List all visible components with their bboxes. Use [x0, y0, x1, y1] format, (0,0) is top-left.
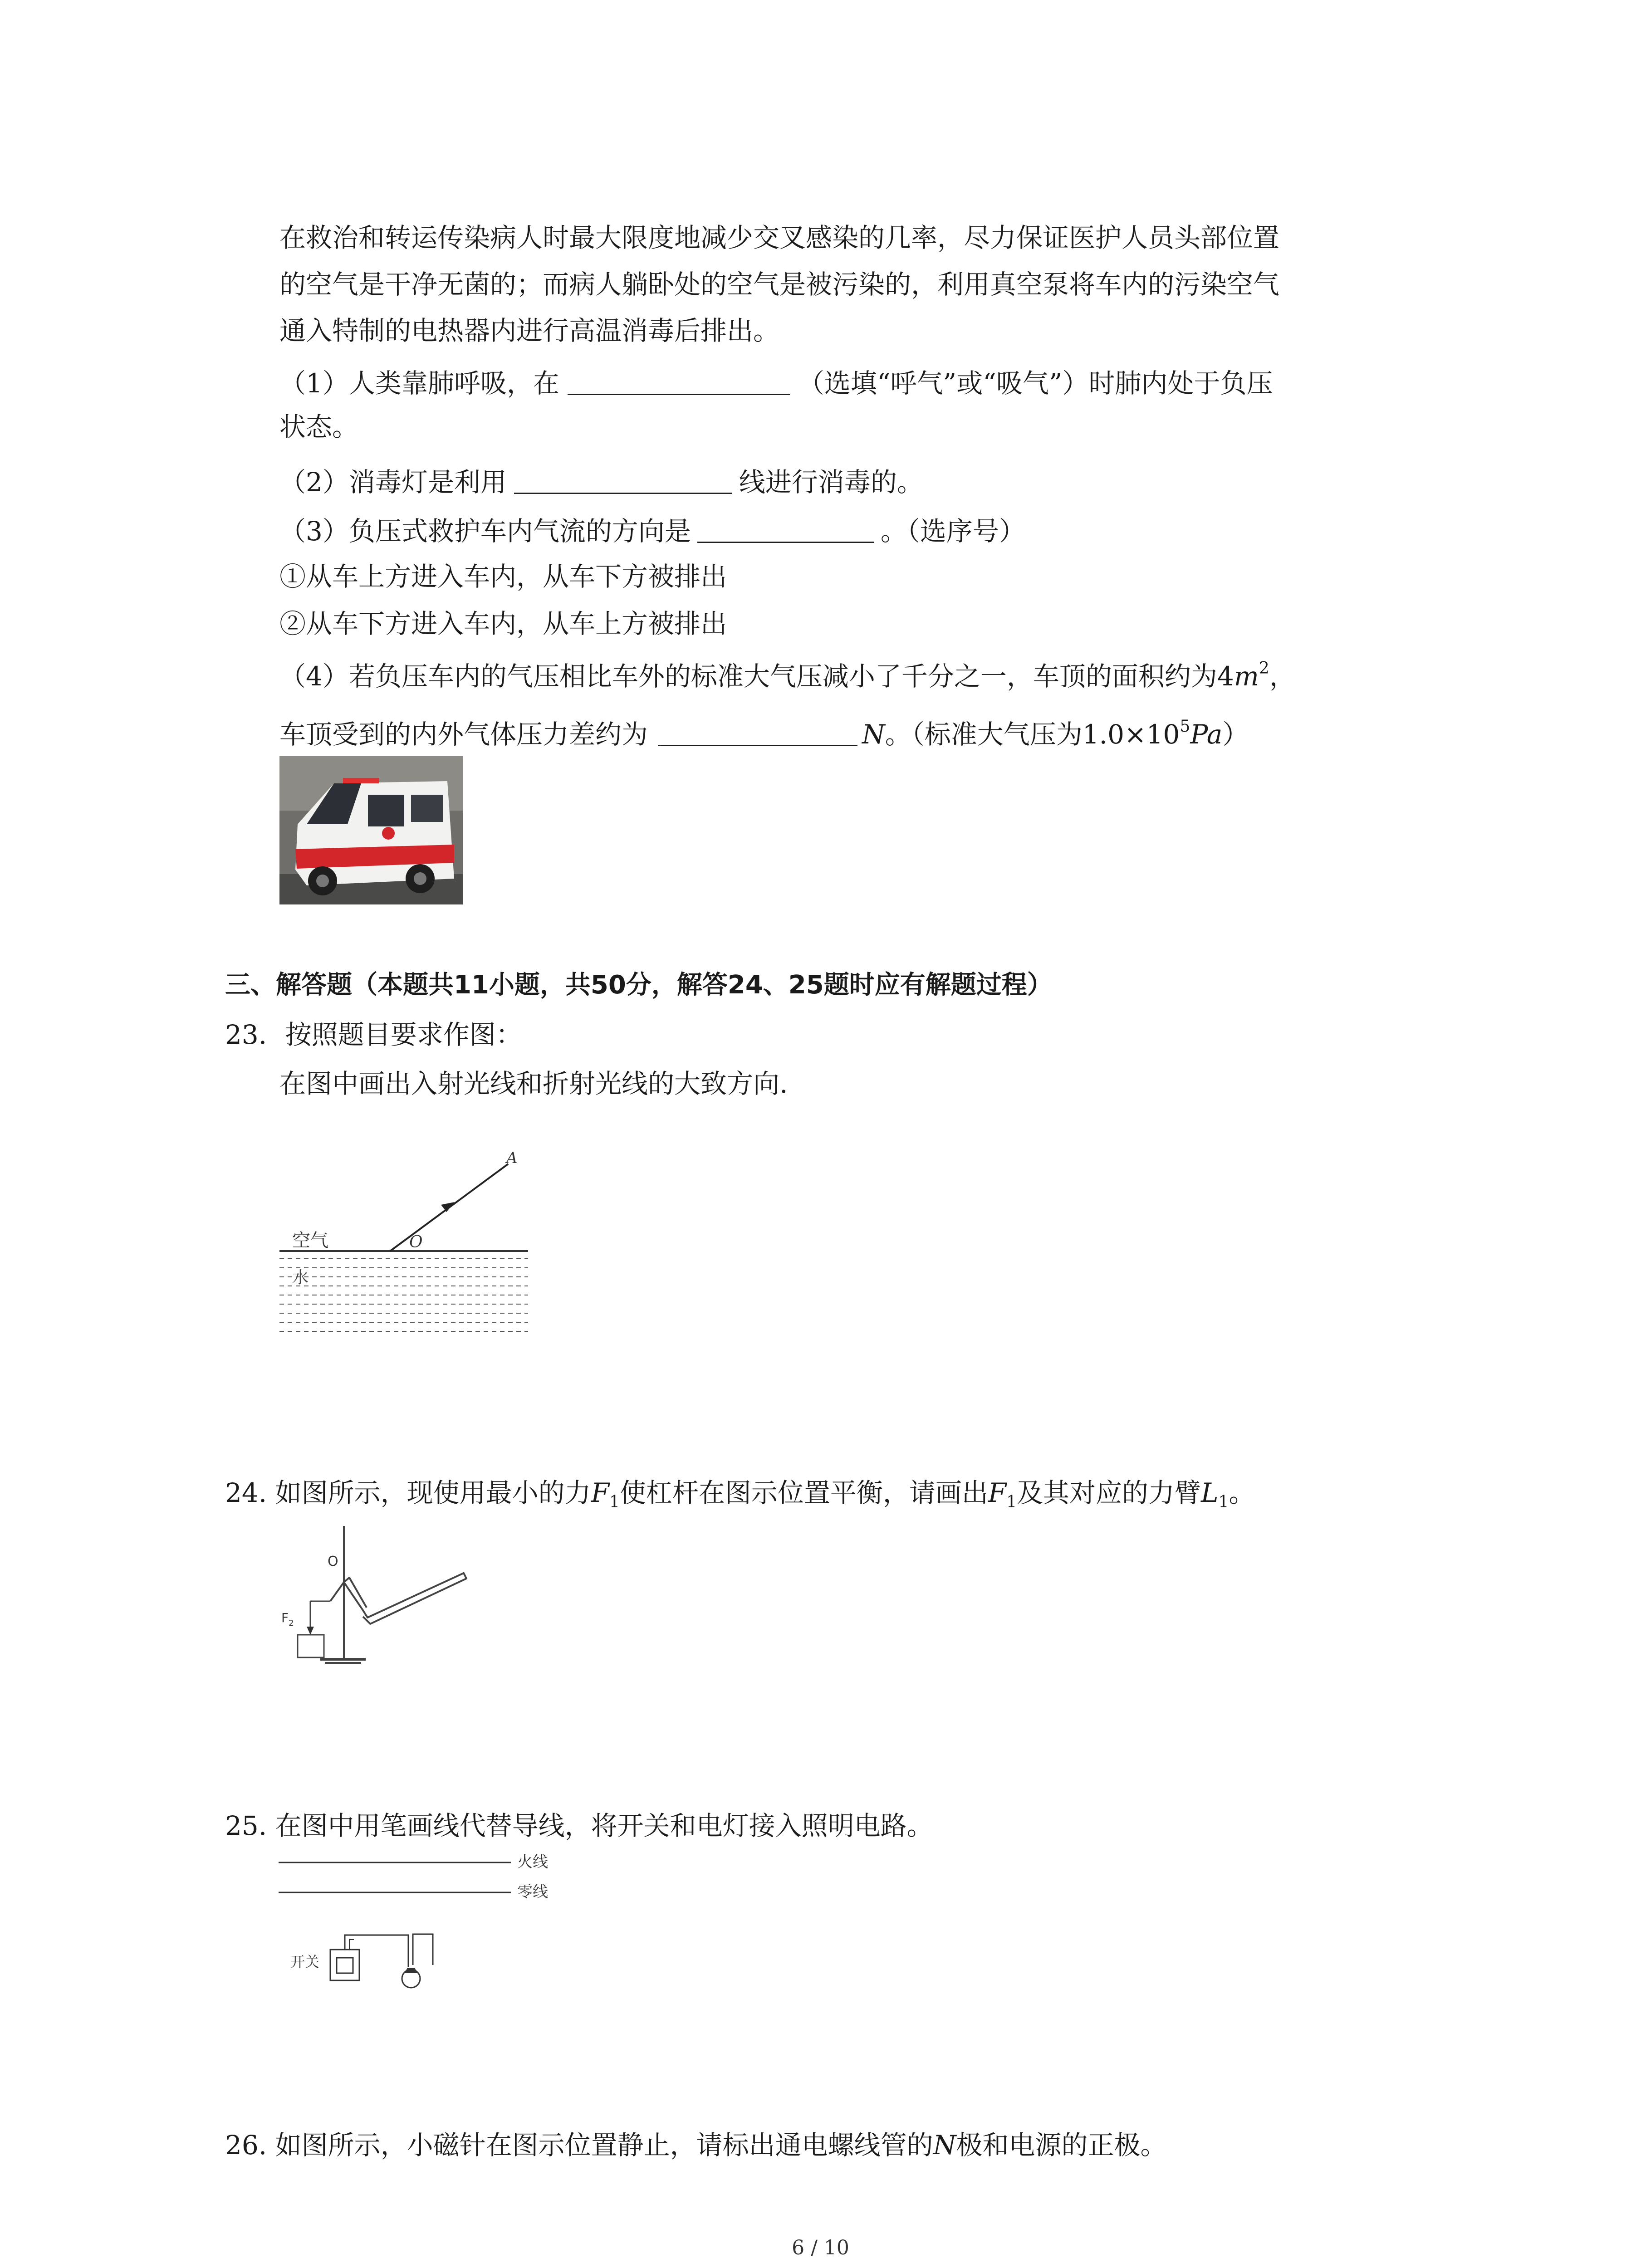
- live-wire-label: 火线: [517, 1853, 548, 1871]
- page-number: 6 / 10: [792, 2236, 849, 2259]
- refraction-diagram: [278, 1148, 532, 1338]
- neutral-wire-label: 零线: [517, 1883, 548, 1901]
- problem-26-text-b: 极和电源的正极。: [956, 2130, 1167, 2160]
- lever-diagram: [277, 1524, 476, 1674]
- circuit-diagram: [277, 1851, 567, 1996]
- question-1-cont: 状态。: [279, 411, 359, 442]
- problem-23-number: 23.: [225, 1019, 267, 1050]
- question-3-before: （3）负压式救护车内气流的方向是: [279, 516, 691, 547]
- answer-blank-4[interactable]: [658, 719, 857, 746]
- exponent-5: 5: [1180, 717, 1190, 736]
- problem-23: [225, 1019, 522, 1050]
- answer-blank-1[interactable]: [568, 368, 790, 395]
- unit-m: m: [1234, 661, 1259, 692]
- answer-blank-3[interactable]: [697, 516, 874, 543]
- option-1: ①从车上方进入车内，从车下方被排出: [279, 561, 727, 592]
- question-1: [279, 368, 1273, 399]
- answer-blank-2[interactable]: [514, 467, 732, 494]
- force-f-subscript: 1: [609, 1493, 620, 1511]
- question-3-after: 。（选序号）: [880, 516, 1025, 547]
- intro-line-2: 的空气是干净无菌的；而病人躺卧处的空气是被污染的，利用真空泵将车内的污染空气: [279, 269, 1280, 300]
- question-2: [279, 467, 923, 498]
- label-air: 空气: [292, 1230, 328, 1251]
- question-4-before: （4）若负压车内的气压相比车外的标准大气压减小了千分之一，车顶的面积约为4: [279, 661, 1234, 692]
- question-3: [279, 516, 1025, 547]
- force-f-symbol-2: F: [988, 1477, 1007, 1508]
- unit-N: N: [862, 719, 885, 750]
- problem-23-text: 按照题目要求作图：: [285, 1019, 522, 1050]
- question-4-comma: ，: [1269, 661, 1296, 692]
- ambulance-photo: [279, 756, 463, 904]
- problem-24-text-b: 使杠杆在图示位置平衡，请画出: [619, 1477, 988, 1508]
- label-point-o: O: [409, 1233, 423, 1251]
- pivot-label-o: O: [328, 1554, 338, 1569]
- question-4-line2-mid: 。（标准大气压为1.0×10: [885, 719, 1180, 750]
- question-4-line2-before: 车顶受到的内外气体压力差约为: [279, 719, 648, 750]
- question-4-close: ）: [1222, 719, 1249, 750]
- lever-arm-subscript: 1: [1218, 1493, 1229, 1511]
- force-f-subscript-2: 1: [1006, 1493, 1017, 1511]
- north-pole-symbol: N: [933, 2130, 956, 2160]
- option-2: ②从车下方进入车内，从车上方被排出: [279, 608, 727, 639]
- unit-Pa: Pa: [1190, 719, 1223, 750]
- intro-line-1: 在救治和转运传染病人时最大限度地减少交叉感染的几率，尽力保证医护人员头部位置: [279, 222, 1280, 253]
- problem-24-text-c: 及其对应的力臂: [1017, 1477, 1201, 1508]
- problem-25: 25. 在图中用笔画线代替导线，将开关和电灯接入照明电路。: [225, 1810, 933, 1841]
- problem-24-end: 。: [1229, 1477, 1255, 1508]
- switch-label: 开关: [290, 1953, 320, 1970]
- question-2-before: （2）消毒灯是利用: [279, 467, 507, 498]
- question-1-after: （选填“呼气”或“吸气”）时肺内处于负压: [798, 368, 1273, 399]
- intro-line-3: 通入特制的电热器内进行高温消毒后排出。: [279, 315, 780, 346]
- question-4-line-1: [279, 659, 1296, 692]
- problem-23-subtext: 在图中画出入射光线和折射光线的大致方向.: [279, 1068, 788, 1099]
- question-2-after: 线进行消毒的。: [739, 467, 923, 498]
- problem-24: [225, 1477, 1255, 1511]
- problem-24-text-a: 24. 如图所示，现使用最小的力: [225, 1477, 591, 1508]
- problem-26-text-a: 26. 如图所示，小磁针在图示位置静止，请标出通电螺线管的: [225, 2130, 933, 2160]
- question-4-line-2: [279, 719, 1249, 748]
- label-water: 水: [292, 1268, 309, 1287]
- force-label-f2: $F_2$: [281, 1610, 294, 1628]
- label-point-a: A: [506, 1149, 518, 1167]
- force-f-symbol: F: [591, 1477, 609, 1508]
- lever-arm-symbol: L: [1201, 1477, 1219, 1508]
- problem-26: [225, 2132, 1166, 2158]
- question-1-before: （1）人类靠肺呼吸，在: [279, 368, 559, 399]
- exponent-2: 2: [1259, 659, 1269, 678]
- section-heading: 三、解答题（本题共11小题，共50分，解答24、25题时应有解题过程）: [225, 970, 1053, 1000]
